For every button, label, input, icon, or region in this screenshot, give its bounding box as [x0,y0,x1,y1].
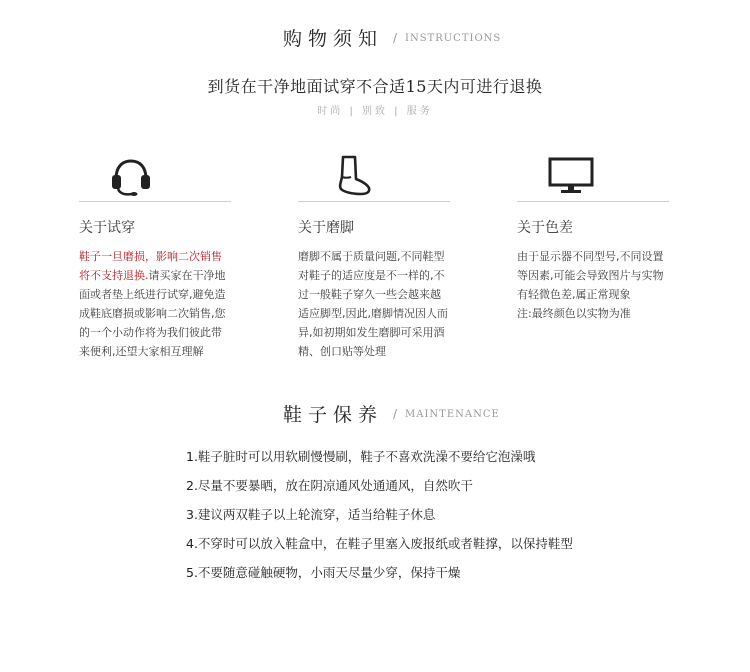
color-line: 注:最终颜色以实物为准 [517,307,631,320]
maintenance-item: 3.建议两双鞋子以上轮流穿，适当给鞋子休息 [186,507,436,522]
chafing-line: 对鞋子的适应度是不一样的,不 [298,269,445,282]
maintenance-item: 2.尽量不要暴晒，放在阴凉通风处通通风，自然吹干 [186,478,473,493]
column-try-on-body [79,247,226,361]
maintenance-item: 4.不穿时可以放入鞋盒中，在鞋子里塞入废报纸或者鞋撑，以保持鞋型 [186,536,573,551]
column-chafing-heading: 关于磨脚 [298,220,354,236]
instructions-title: 购物须知 [283,28,384,50]
chafing-line: 磨脚不属于质量问题,不同鞋型 [298,250,445,263]
maintenance-slash: / [393,407,398,421]
maintenance-item: 1.鞋子脏时可以用软刷慢慢刷，鞋子不喜欢洗澡不要给它泡澡哦 [186,449,536,464]
instructions-tagline: 时尚 | 别致 | 服务 [317,106,433,117]
foot-icon [334,153,374,199]
try-on-line: 面或者垫上纸进行试穿,避免造 [79,288,226,301]
instructions-slash: / [393,31,398,45]
column-try-on-divider [79,201,231,202]
column-chafing-body [298,247,448,361]
try-on-line: 来便利,还望大家相互理解 [79,345,204,358]
column-chafing-divider [298,201,450,202]
chafing-line: 精、创口贴等处理 [298,345,386,358]
instructions-subtitle: 到货在干净地面试穿不合适15天内可进行退换 [207,77,543,96]
try-on-red-line-2: 将不支持退换. [79,269,149,282]
chafing-line: 适应脚型,因此,磨脚情况因人而 [298,307,448,320]
try-on-red-line-1: 鞋子一旦磨损，影响二次销售 [79,250,222,263]
try-on-line-2 [79,266,226,285]
column-color-heading: 关于色差 [517,220,573,236]
try-on-line: 的一个小动作将为我们彼此带 [79,326,222,339]
maintenance-item: 5.不要随意碰触硬物，小雨天尽量少穿，保持干燥 [186,565,461,580]
instructions-en: INSTRUCTIONS [405,33,502,44]
maintenance-title: 鞋子保养 [283,404,384,426]
maintenance-en: MAINTENANCE [405,409,500,420]
color-line: 有轻微色差,属正常现象 [517,288,631,301]
headset-icon [108,157,154,197]
color-line: 等因素,可能会导致图片与实物 [517,269,664,282]
column-color-divider [517,201,669,202]
chafing-line: 过一般鞋子穿久一些会越来越 [298,288,441,301]
column-color-body [517,247,664,323]
color-line: 由于显示器不同型号,不同设置 [517,250,664,263]
try-on-line: 成鞋底磨损或影响二次销售,您 [79,307,226,320]
monitor-icon [548,157,594,195]
try-on-line-2-rest: 请买家在干净地 [148,269,226,282]
chafing-line: 异,如初期如发生磨脚可采用酒 [298,326,445,339]
column-try-on-heading: 关于试穿 [79,220,135,236]
